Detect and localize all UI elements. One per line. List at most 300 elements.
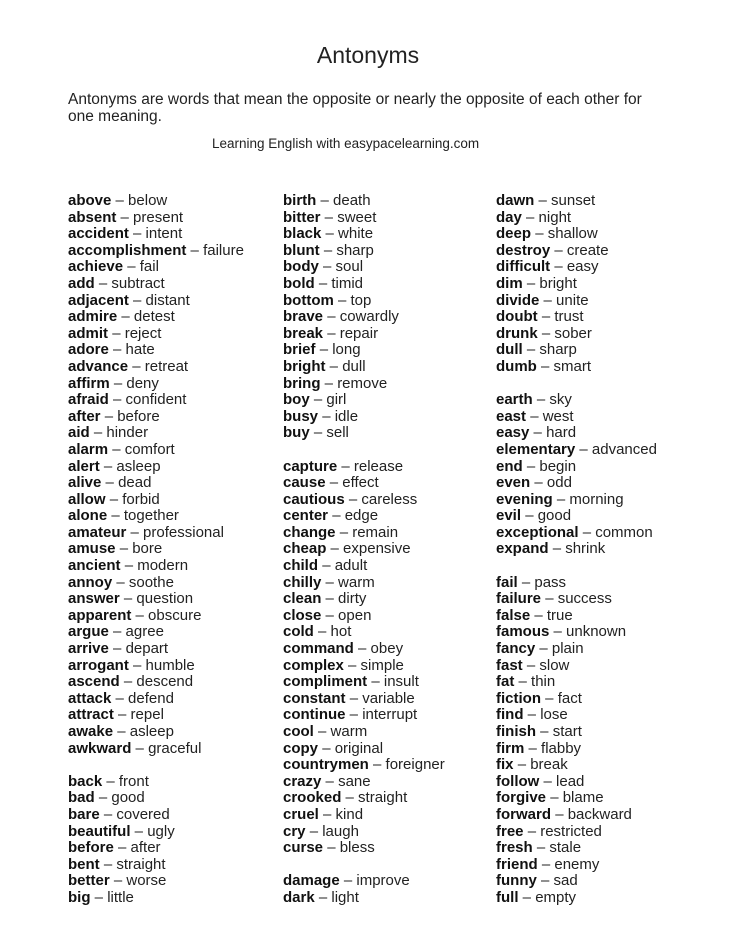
antonym-pair xyxy=(496,525,731,542)
opposite-word: morning xyxy=(569,490,624,508)
word: accomplishment xyxy=(68,241,187,259)
dash-separator: – xyxy=(550,789,559,807)
antonym-pair xyxy=(283,243,488,260)
antonym-pair xyxy=(68,309,273,326)
opposite-word: common xyxy=(595,523,653,541)
dash-separator: – xyxy=(115,192,124,209)
dash-separator: – xyxy=(124,557,134,575)
dash-separator: – xyxy=(371,673,380,691)
word: aid xyxy=(68,424,90,442)
dash-separator: – xyxy=(541,357,550,375)
spacer xyxy=(496,376,731,393)
dash-separator: – xyxy=(103,457,113,475)
word: body xyxy=(283,258,319,276)
word: black xyxy=(283,225,322,243)
opposite-word: advanced xyxy=(591,440,657,458)
antonym-pair xyxy=(496,608,731,625)
antonym-pair xyxy=(283,459,488,476)
opposite-word: kind xyxy=(335,805,364,823)
antonym-pair xyxy=(283,591,488,608)
word: compliment xyxy=(283,673,368,691)
dash-separator: – xyxy=(133,656,142,674)
opposite-word: expensive xyxy=(343,540,411,558)
opposite-word: true xyxy=(546,606,573,624)
antonym-pair xyxy=(68,342,273,359)
dash-separator: – xyxy=(98,274,108,292)
word: above xyxy=(68,192,112,209)
antonym-pair xyxy=(68,840,273,857)
word: easy xyxy=(496,424,530,442)
antonym-pair xyxy=(283,724,488,741)
word: bent xyxy=(68,855,100,873)
dash-separator: – xyxy=(318,723,327,740)
dash-separator: – xyxy=(113,374,123,392)
opposite-word: fail xyxy=(139,258,159,276)
antonym-pair xyxy=(283,890,488,907)
dash-separator: – xyxy=(552,540,562,558)
dash-separator: – xyxy=(320,192,329,209)
word: bright xyxy=(283,357,326,375)
dash-separator: – xyxy=(556,490,566,508)
antonym-pair xyxy=(496,392,731,409)
word: complex xyxy=(283,656,344,674)
antonym-pair xyxy=(68,741,273,758)
word: crazy xyxy=(283,772,322,790)
word: destroy xyxy=(496,241,551,259)
dash-separator: – xyxy=(534,474,543,492)
word: buy xyxy=(283,424,310,442)
antonym-pair xyxy=(68,774,273,791)
word: arrive xyxy=(68,640,109,658)
word: funny xyxy=(496,872,537,890)
word: bitter xyxy=(283,208,321,226)
word: chilly xyxy=(283,573,322,591)
dash-separator: – xyxy=(135,606,144,624)
antonym-pair xyxy=(496,508,731,525)
opposite-word: bless xyxy=(339,839,375,857)
opposite-word: modern xyxy=(137,557,189,575)
opposite-word: flabby xyxy=(541,739,582,757)
dash-separator: – xyxy=(330,540,339,558)
word: exceptional xyxy=(496,523,579,541)
dash-separator: – xyxy=(554,258,563,276)
dash-separator: – xyxy=(579,440,588,458)
antonym-pair xyxy=(496,774,731,791)
antonym-pair xyxy=(283,359,488,376)
spacer xyxy=(68,757,273,774)
dash-separator: – xyxy=(127,258,136,276)
dash-separator: – xyxy=(530,407,539,425)
spacer xyxy=(496,558,731,575)
opposite-word: backward xyxy=(567,805,632,823)
opposite-word: depart xyxy=(125,640,169,658)
word: boy xyxy=(283,391,310,409)
opposite-word: dirty xyxy=(338,590,367,608)
dash-separator: – xyxy=(121,308,130,326)
word: forward xyxy=(496,805,552,823)
antonym-pair xyxy=(68,558,273,575)
opposite-word: asleep xyxy=(116,457,161,475)
antonym-pair xyxy=(68,508,273,525)
dash-separator: – xyxy=(358,640,367,658)
opposite-word: deny xyxy=(126,374,159,392)
dash-separator: – xyxy=(325,573,334,591)
opposite-word: straight xyxy=(116,855,166,873)
opposite-word: white xyxy=(338,225,374,243)
word: evening xyxy=(496,490,553,508)
word: cause xyxy=(283,474,326,492)
antonym-pair xyxy=(68,459,273,476)
word: failure xyxy=(496,590,542,608)
word: day xyxy=(496,208,522,226)
dash-separator: – xyxy=(543,772,552,790)
word: copy xyxy=(283,739,319,757)
dash-separator: – xyxy=(345,789,354,807)
dash-separator: – xyxy=(117,723,126,740)
antonym-pair xyxy=(68,641,273,658)
dash-separator: – xyxy=(113,872,123,890)
word: break xyxy=(283,324,324,342)
antonym-pair xyxy=(68,210,273,227)
word: alive xyxy=(68,474,102,492)
word: center xyxy=(283,507,329,525)
word: even xyxy=(496,474,531,492)
opposite-word: thin xyxy=(531,673,556,691)
opposite-word: soul xyxy=(335,258,364,276)
antonym-pair xyxy=(496,442,731,459)
word: curse xyxy=(283,839,324,857)
opposite-word: repair xyxy=(339,324,379,342)
dash-separator: – xyxy=(94,888,104,906)
antonym-pair xyxy=(496,193,731,210)
opposite-word: unknown xyxy=(566,623,627,641)
dash-separator: – xyxy=(325,225,334,243)
opposite-word: retreat xyxy=(144,357,189,375)
opposite-word: enemy xyxy=(554,855,600,873)
dash-separator: – xyxy=(322,557,331,575)
dash-separator: – xyxy=(332,507,341,525)
opposite-word: sweet xyxy=(337,208,377,226)
opposite-word: ugly xyxy=(147,822,175,840)
dash-separator: – xyxy=(343,872,353,890)
word: adjacent xyxy=(68,291,129,309)
opposite-word: descend xyxy=(136,673,194,691)
opposite-word: confident xyxy=(125,391,187,409)
word: absent xyxy=(68,208,117,226)
dash-separator: – xyxy=(329,474,339,492)
dash-separator: – xyxy=(93,424,103,442)
antonym-column-3 xyxy=(496,193,731,907)
antonym-pair xyxy=(496,425,731,442)
dash-separator: – xyxy=(319,341,329,359)
word: bottom xyxy=(283,291,334,309)
antonym-pair xyxy=(283,392,488,409)
dash-separator: – xyxy=(554,241,563,259)
opposite-word: little xyxy=(107,888,134,906)
opposite-word: failure xyxy=(203,241,244,259)
antonym-pair xyxy=(283,691,488,708)
antonym-pair xyxy=(496,276,731,293)
word: finish xyxy=(496,723,536,740)
dash-separator: – xyxy=(526,656,536,674)
dash-separator: – xyxy=(98,789,108,807)
word: bring xyxy=(283,374,321,392)
dash-separator: – xyxy=(526,341,536,359)
word: cool xyxy=(283,723,314,740)
word: admit xyxy=(68,324,109,342)
antonym-pair xyxy=(283,376,488,393)
word: annoy xyxy=(68,573,113,591)
antonym-pair xyxy=(68,226,273,243)
antonym-pair xyxy=(283,508,488,525)
dash-separator: – xyxy=(534,606,543,624)
antonym-pair xyxy=(283,210,488,227)
dash-separator: – xyxy=(132,357,141,375)
antonym-pair xyxy=(283,525,488,542)
opposite-word: long xyxy=(332,341,361,359)
dash-separator: – xyxy=(327,839,336,857)
word: brave xyxy=(283,308,324,326)
opposite-word: below xyxy=(128,192,168,209)
opposite-word: sky xyxy=(549,391,572,409)
opposite-word: good xyxy=(111,789,145,807)
word: answer xyxy=(68,590,120,608)
dash-separator: – xyxy=(112,440,121,458)
credit-line: Learning English with easypacelearning.com xyxy=(212,136,480,151)
antonym-pair xyxy=(496,741,731,758)
spacer xyxy=(283,442,488,459)
antonym-column-1 xyxy=(68,193,273,907)
antonym-pair xyxy=(496,226,731,243)
dash-separator: – xyxy=(526,208,535,226)
word: fast xyxy=(496,656,523,674)
word: bare xyxy=(68,805,100,823)
dash-separator: – xyxy=(134,822,144,840)
word: birth xyxy=(283,192,317,209)
dash-separator: – xyxy=(338,291,347,309)
dash-separator: – xyxy=(318,623,327,641)
opposite-word: covered xyxy=(116,805,170,823)
word: earth xyxy=(496,391,533,409)
opposite-word: idle xyxy=(334,407,359,425)
dash-separator: – xyxy=(324,208,334,226)
antonym-pair xyxy=(283,790,488,807)
antonym-pair xyxy=(496,342,731,359)
dash-separator: – xyxy=(582,523,592,541)
dash-separator: – xyxy=(536,391,546,409)
opposite-word: break xyxy=(530,756,568,774)
word: free xyxy=(496,822,524,840)
word: ascend xyxy=(68,673,120,691)
opposite-word: before xyxy=(117,407,160,425)
dash-separator: – xyxy=(518,673,527,691)
word: achieve xyxy=(68,258,124,276)
antonym-pair xyxy=(68,193,273,210)
dash-separator: – xyxy=(540,723,549,740)
opposite-word: trust xyxy=(554,308,584,326)
antonym-pair xyxy=(283,259,488,276)
antonym-pair xyxy=(496,873,731,890)
intro-text: Antonyms are words that mean the opposite or nearly the opposite of each other for one meaning. xyxy=(68,91,642,125)
opposite-word: release xyxy=(353,457,404,475)
antonym-pair xyxy=(283,674,488,691)
antonym-pair xyxy=(68,525,273,542)
dash-separator: – xyxy=(325,590,334,608)
antonym-pair xyxy=(496,409,731,426)
antonym-pair xyxy=(496,674,731,691)
word: fiction xyxy=(496,689,541,707)
word: affirm xyxy=(68,374,110,392)
antonym-pair xyxy=(68,691,273,708)
antonym-pair xyxy=(496,824,731,841)
dash-separator: – xyxy=(120,208,129,226)
word: admire xyxy=(68,308,118,326)
antonym-pair xyxy=(68,259,273,276)
word: false xyxy=(496,606,531,624)
antonym-pair xyxy=(68,376,273,393)
dash-separator: – xyxy=(527,706,537,724)
antonym-pair xyxy=(68,674,273,691)
opposite-word: original xyxy=(334,739,384,757)
word: divide xyxy=(496,291,540,309)
word: end xyxy=(496,457,523,475)
dash-separator: – xyxy=(349,706,359,724)
opposite-word: timid xyxy=(331,274,364,292)
dash-separator: – xyxy=(348,490,358,508)
word: attract xyxy=(68,706,114,724)
opposite-word: sad xyxy=(553,872,578,890)
word: allow xyxy=(68,490,106,508)
antonym-pair xyxy=(283,658,488,675)
word: difficult xyxy=(496,258,551,276)
dash-separator: – xyxy=(545,689,554,707)
dash-separator: – xyxy=(113,623,122,641)
dash-separator: – xyxy=(535,225,544,243)
antonym-pair xyxy=(68,276,273,293)
opposite-word: open xyxy=(338,606,372,624)
antonym-pair xyxy=(283,276,488,293)
antonym-pair xyxy=(496,658,731,675)
word: fancy xyxy=(496,640,536,658)
opposite-word: worse xyxy=(126,872,167,890)
opposite-word: laugh xyxy=(322,822,359,840)
antonym-pair xyxy=(68,492,273,509)
opposite-word: create xyxy=(566,241,609,259)
dash-separator: – xyxy=(323,241,333,259)
dash-separator: – xyxy=(329,357,339,375)
opposite-word: reject xyxy=(124,324,162,342)
word: before xyxy=(68,839,114,857)
opposite-word: night xyxy=(538,208,572,226)
antonym-pair xyxy=(68,591,273,608)
antonym-pair xyxy=(68,293,273,310)
antonym-pair xyxy=(496,790,731,807)
word: argue xyxy=(68,623,109,641)
word: full xyxy=(496,888,519,906)
opposite-word: professional xyxy=(143,523,224,541)
antonym-pair xyxy=(496,691,731,708)
antonym-pair xyxy=(496,624,731,641)
dash-separator: – xyxy=(318,274,328,292)
dash-separator: – xyxy=(322,739,331,757)
opposite-word: plain xyxy=(551,640,584,658)
word: dumb xyxy=(496,357,537,375)
opposite-word: fact xyxy=(557,689,582,707)
dash-separator: – xyxy=(339,523,349,541)
antonym-pair xyxy=(496,890,731,907)
opposite-word: sunset xyxy=(551,192,596,209)
antonym-pair xyxy=(496,707,731,724)
dash-separator: – xyxy=(327,324,336,342)
word: cry xyxy=(283,822,306,840)
opposite-word: smart xyxy=(553,357,592,375)
word: cruel xyxy=(283,805,319,823)
word: dawn xyxy=(496,192,535,209)
opposite-word: present xyxy=(133,208,184,226)
opposite-word: remove xyxy=(337,374,388,392)
opposite-word: odd xyxy=(546,474,572,492)
antonym-pair xyxy=(68,425,273,442)
word: big xyxy=(68,888,91,906)
opposite-word: humble xyxy=(145,656,195,674)
opposite-word: light xyxy=(331,888,359,906)
dash-separator: – xyxy=(517,756,527,774)
antonym-pair xyxy=(496,492,731,509)
antonym-pair xyxy=(283,641,488,658)
dash-separator: – xyxy=(521,573,531,591)
opposite-word: soothe xyxy=(128,573,174,591)
opposite-word: careless xyxy=(361,490,418,508)
dash-separator: – xyxy=(323,805,332,823)
opposite-word: detest xyxy=(133,308,175,326)
word: busy xyxy=(283,407,319,425)
opposite-word: dead xyxy=(118,474,152,492)
opposite-word: success xyxy=(557,590,612,608)
antonym-pair xyxy=(283,608,488,625)
antonym-pair xyxy=(496,724,731,741)
opposite-word: foreigner xyxy=(385,756,445,774)
dash-separator: – xyxy=(105,474,114,492)
word: capture xyxy=(283,457,338,475)
dash-separator: – xyxy=(533,424,542,442)
dash-separator: – xyxy=(118,839,127,857)
antonym-pair xyxy=(68,359,273,376)
opposite-word: variable xyxy=(362,689,415,707)
antonym-pair xyxy=(68,326,273,343)
word: afraid xyxy=(68,391,109,409)
dash-separator: – xyxy=(525,507,534,525)
opposite-word: slow xyxy=(539,656,570,674)
word: dark xyxy=(283,888,315,906)
word: fat xyxy=(496,673,515,691)
dash-separator: – xyxy=(115,689,124,707)
dash-separator: – xyxy=(327,308,336,326)
opposite-word: sober xyxy=(554,324,592,342)
opposite-word: asleep xyxy=(129,723,174,740)
opposite-word: straight xyxy=(358,789,408,807)
antonym-pair xyxy=(496,757,731,774)
dash-separator: – xyxy=(111,507,120,525)
opposite-word: warm xyxy=(338,573,375,591)
word: child xyxy=(283,557,319,575)
opposite-word: comfort xyxy=(124,440,175,458)
dash-separator: – xyxy=(555,805,564,823)
opposite-word: pass xyxy=(534,573,567,591)
dash-separator: – xyxy=(118,706,127,724)
antonym-pair xyxy=(283,575,488,592)
dash-separator: – xyxy=(528,739,537,757)
antonym-pair xyxy=(283,707,488,724)
